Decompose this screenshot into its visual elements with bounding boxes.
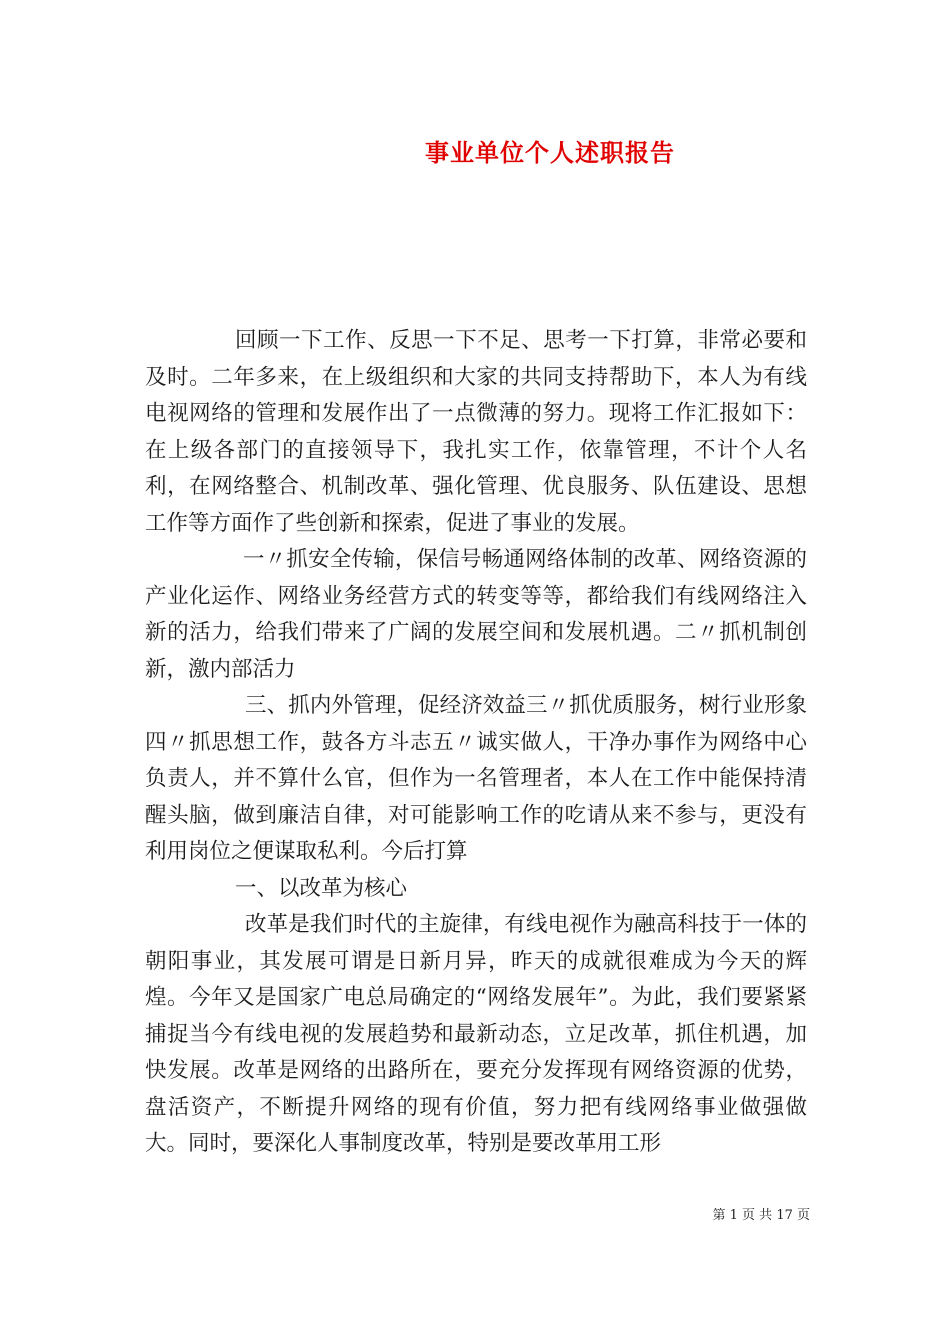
paragraph: 改革是我们时代的主旋律，有线电视作为融高科技于一体的朝阳事业，其发展可谓是日新月异，昨天的成就很难成为今天的辉煌。今年又是国家广电总局确定的“网络发展年”。为此，我们要紧紧捕捉当今有线电视的发展趋势和最新动态，立足改革，抓住机遇，加快发展。改革是网络的出路所在，要充分发挥现有网络资源的优势，盘活资产，不断提升网络的现有价值，努力把有线网络事业做强做大。同时，要深化人事制度改革，特别是要改革用工形 [145,912,807,1156]
paragraph: 回顾一下工作、反思一下不足、思考一下打算，非常必要和及时。二年多来，在上级组织和大家的共同支持帮助下，本人为有线电视网络的管理和发展作出了一点微薄的努力。现将工作汇报如下：在上级各部门的直接领导下，我扎实工作，依靠管理，不计个人名利，在网络整合、机制改革、强化管理、优良服务、队伍建设、思想工作等方面作了些创新和探索，促进了事业的发展。 [145,328,807,536]
paragraph: 一〃抓安全传输，保信号畅通网络体制的改革、网络资源的产业化运作、网络业务经营方式的转变等等，都给我们有线网络注入新的活力，给我们带来了广阔的发展空间和发展机遇。二〃抓机制创新，激内部活力 [145,547,807,682]
section-heading: 一、以改革为核心 [235,875,408,901]
document-body [145,323,807,1163]
page-number: 第 1 页 共 17 页 [712,1208,810,1223]
paragraph: 三、抓内外管理，促经济效益三〃抓优质服务，树行业形象四〃抓思想工作，鼓各方斗志五〃诚实做人，干净办事作为网络中心负责人，并不算什么官，但作为一名管理者，本人在工作中能保持清醒头脑，做到廉洁自律，对可能影响工作的吃请从来不参与，更没有利用岗位之便谋取私利。今后打算 [145,693,807,864]
document-title: 事业单位个人述职报告 [425,138,675,167]
